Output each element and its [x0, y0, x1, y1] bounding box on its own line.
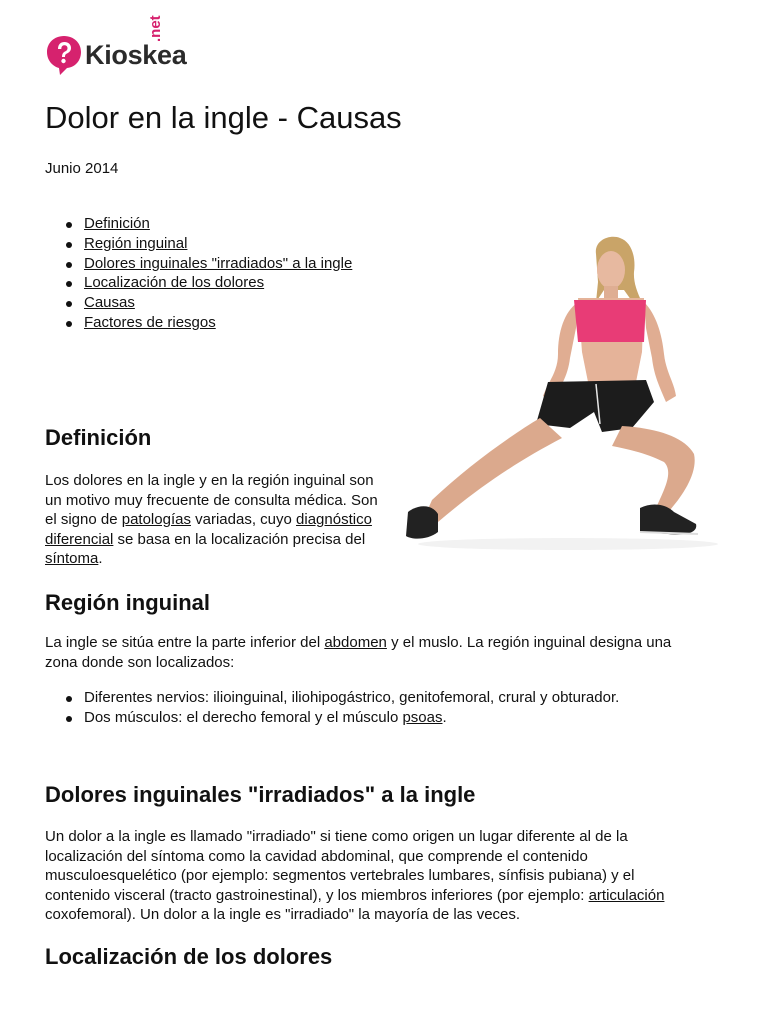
toc-item — [65, 273, 352, 293]
logo-tld: .net — [147, 15, 164, 42]
logo-wordmark: Kioskea — [85, 40, 187, 70]
text-line: coxofemoral). Un dolor a la ingle es "irradiado" la mayoría de las veces. — [45, 906, 521, 923]
page-title: Dolor en la ingle - Causas — [45, 100, 402, 135]
text-line — [45, 549, 405, 569]
heading-localizacion: Localización de los dolores — [45, 944, 333, 969]
text-span: se basa en la localización precisa del — [113, 530, 366, 548]
irradiados-paragraph — [45, 827, 664, 925]
text-span: La ingle se sitúa entre la parte inferior del — [45, 634, 325, 651]
text-line — [45, 530, 405, 550]
toc-item — [65, 254, 352, 274]
text-line — [45, 510, 405, 530]
woman-stretching-photo — [398, 232, 718, 562]
text-span: contenido visceral (tracto gastroinestinal), y los miembros inferiores (por ejemplo: — [45, 886, 589, 904]
link-diagnostico[interactable]: diagnóstico — [296, 511, 372, 528]
toc-link-irradiados[interactable]: Dolores inguinales "irradiados" a la ingle — [84, 254, 353, 272]
toc-link-region[interactable]: Región inguinal — [84, 234, 188, 252]
text-span: el signo de — [45, 511, 122, 528]
text-span: variadas, cuyo — [190, 511, 297, 528]
region-bullet-list — [65, 688, 619, 727]
text-span: Dos músculos: el derecho femoral y el músculo — [84, 708, 403, 726]
text-line: localización del síntoma como la cavidad abdominal, que comprende el contenido — [45, 847, 588, 865]
text-span: y el muslo. La región inguinal designa una — [386, 634, 672, 651]
toc-item — [65, 293, 352, 313]
region-paragraph — [45, 633, 671, 672]
text-line: zona donde son localizados: — [45, 653, 235, 671]
toc-link-definicion[interactable]: Definición — [84, 215, 150, 232]
list-item: Diferentes nervios: ilioinguinal, iliohipogástrico, genitofemoral, crural y obturador. — [65, 688, 619, 708]
text-span: . — [442, 708, 447, 726]
kioskea-logo-icon — [45, 34, 83, 76]
toc-link-factores[interactable]: Factores de riesgos — [84, 313, 216, 331]
link-sintoma[interactable]: síntoma — [45, 550, 99, 567]
toc-item — [65, 234, 352, 254]
link-patologias[interactable]: patologías — [121, 511, 191, 528]
toc-link-causas[interactable]: Causas — [84, 294, 135, 312]
link-articulacion[interactable]: articulación — [588, 886, 665, 904]
heading-region-inguinal: Región inguinal — [45, 590, 210, 615]
text-line: musculoesquelético (por ejemplo: segmentos vertebrales lumbares, sínfisis pubiana) y el — [45, 867, 635, 884]
text-line — [45, 633, 671, 653]
heading-definicion: Definición — [45, 425, 152, 450]
toc-item — [65, 214, 352, 234]
text-line: Un dolor a la ingle es llamado "irradiado" si tiene como origen un lugar diferente al de la — [45, 828, 628, 845]
link-abdomen[interactable]: abdomen — [324, 634, 387, 651]
text-line: un motivo muy frecuente de consulta médica. Son — [45, 491, 378, 509]
link-diferencial[interactable]: diferencial — [45, 530, 114, 548]
site-logo[interactable] — [45, 34, 186, 76]
table-of-contents — [65, 214, 352, 333]
toc-item — [65, 313, 352, 333]
text-line — [45, 886, 664, 906]
text-line: Los dolores en la ingle y en la región inguinal son — [45, 472, 374, 489]
publish-date: Junio 2014 — [45, 160, 119, 177]
toc-link-localizacion[interactable]: Localización de los dolores — [84, 274, 265, 292]
link-psoas[interactable]: psoas — [402, 708, 443, 726]
definicion-paragraph — [45, 471, 405, 569]
heading-irradiados: Dolores inguinales "irradiados" a la ingle — [45, 782, 476, 807]
text-span: . — [98, 550, 103, 567]
list-item — [65, 708, 619, 728]
